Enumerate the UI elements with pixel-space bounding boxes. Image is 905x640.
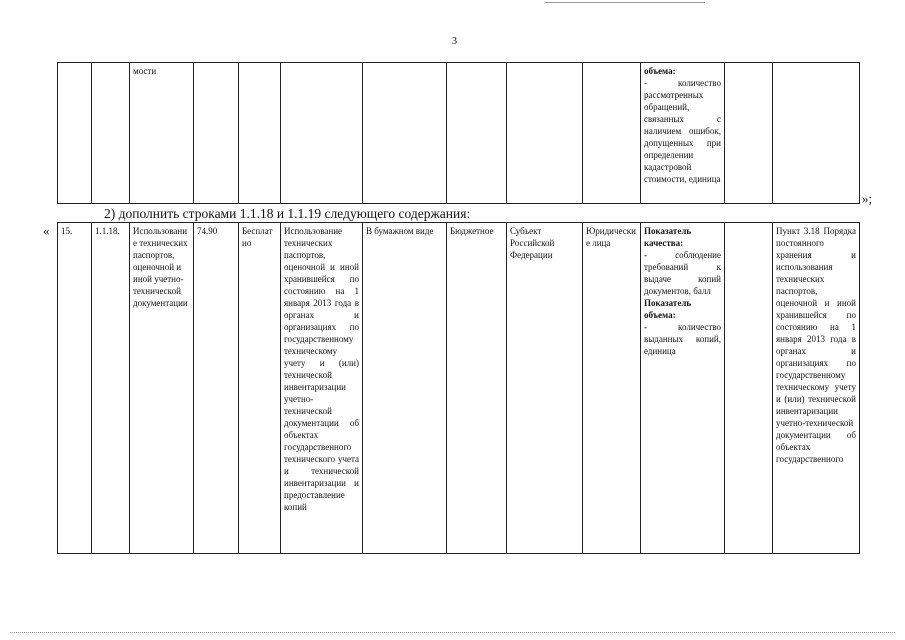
table-row [58,223,860,554]
cell-legal-basis: Пункт 3.18 Порядка постоянного хранения и использования технических паспортов, оценочной и иной хранившейся по состоянию на 1 января 2013 года в органах и организациях по государственному техническому учету и (или) технической инвентаризации учетно-технической документации об объектах государственного [773,223,860,554]
cell-okved: 74.90 [194,223,239,554]
section-heading: 2) дополнить строками 1.1.18 и 1.1.19 следующего содержания: [104,206,471,221]
cell-indicator [641,63,725,204]
cell-code: 1.1.18. [92,223,130,554]
indicator-volume-title: Показатель объема: [644,298,692,320]
cell-subject: Субъект Российской Федерации [507,223,583,554]
indicator-volume-text: - количество выданных копий, единица [644,322,721,356]
indicator-volume-text: - количество рассмотренных обращений, связанных с наличием ошибок, допущенных при определении кадастровой стоимости, единица [644,78,721,184]
cell-payment: Бесплатно [239,223,281,554]
cell-form: В бумажном виде [363,223,447,554]
table-row [58,63,860,204]
cell-service-name: Использование технических паспортов, оценочной и иной учетно-технической документации [130,223,194,554]
cell-content: Использование технических паспортов, оценочной и иной хранившейся по состоянию на 1 января 2013 года в органах и организациях по государственному техническому учету и (или) технической инвентаризации учетно-технической документации об объектах государственного технического учета и технической инвентаризации и предоставление копий [281,223,363,554]
scan-edge-line [545,2,705,3]
opening-quote: « [43,223,50,238]
scan-edge-line [10,632,895,633]
table-new-rows [57,222,860,554]
cell-type: Бюджетное [447,223,507,554]
cell-indicators [641,223,725,554]
cell-number: 15. [58,223,92,554]
indicator-volume-title: объема: [644,66,676,76]
page-number: 3 [452,36,457,47]
table-continuation [57,62,860,204]
indicator-quality-text: - соблюдение требований к выдаче копий документов, балл [644,250,721,296]
closing-quote: »; [862,191,873,206]
indicator-quality-title: Показатель качества: [644,226,692,248]
cell-name-tail: мости [130,63,194,204]
cell-consumers: Юридические лица [583,223,641,554]
